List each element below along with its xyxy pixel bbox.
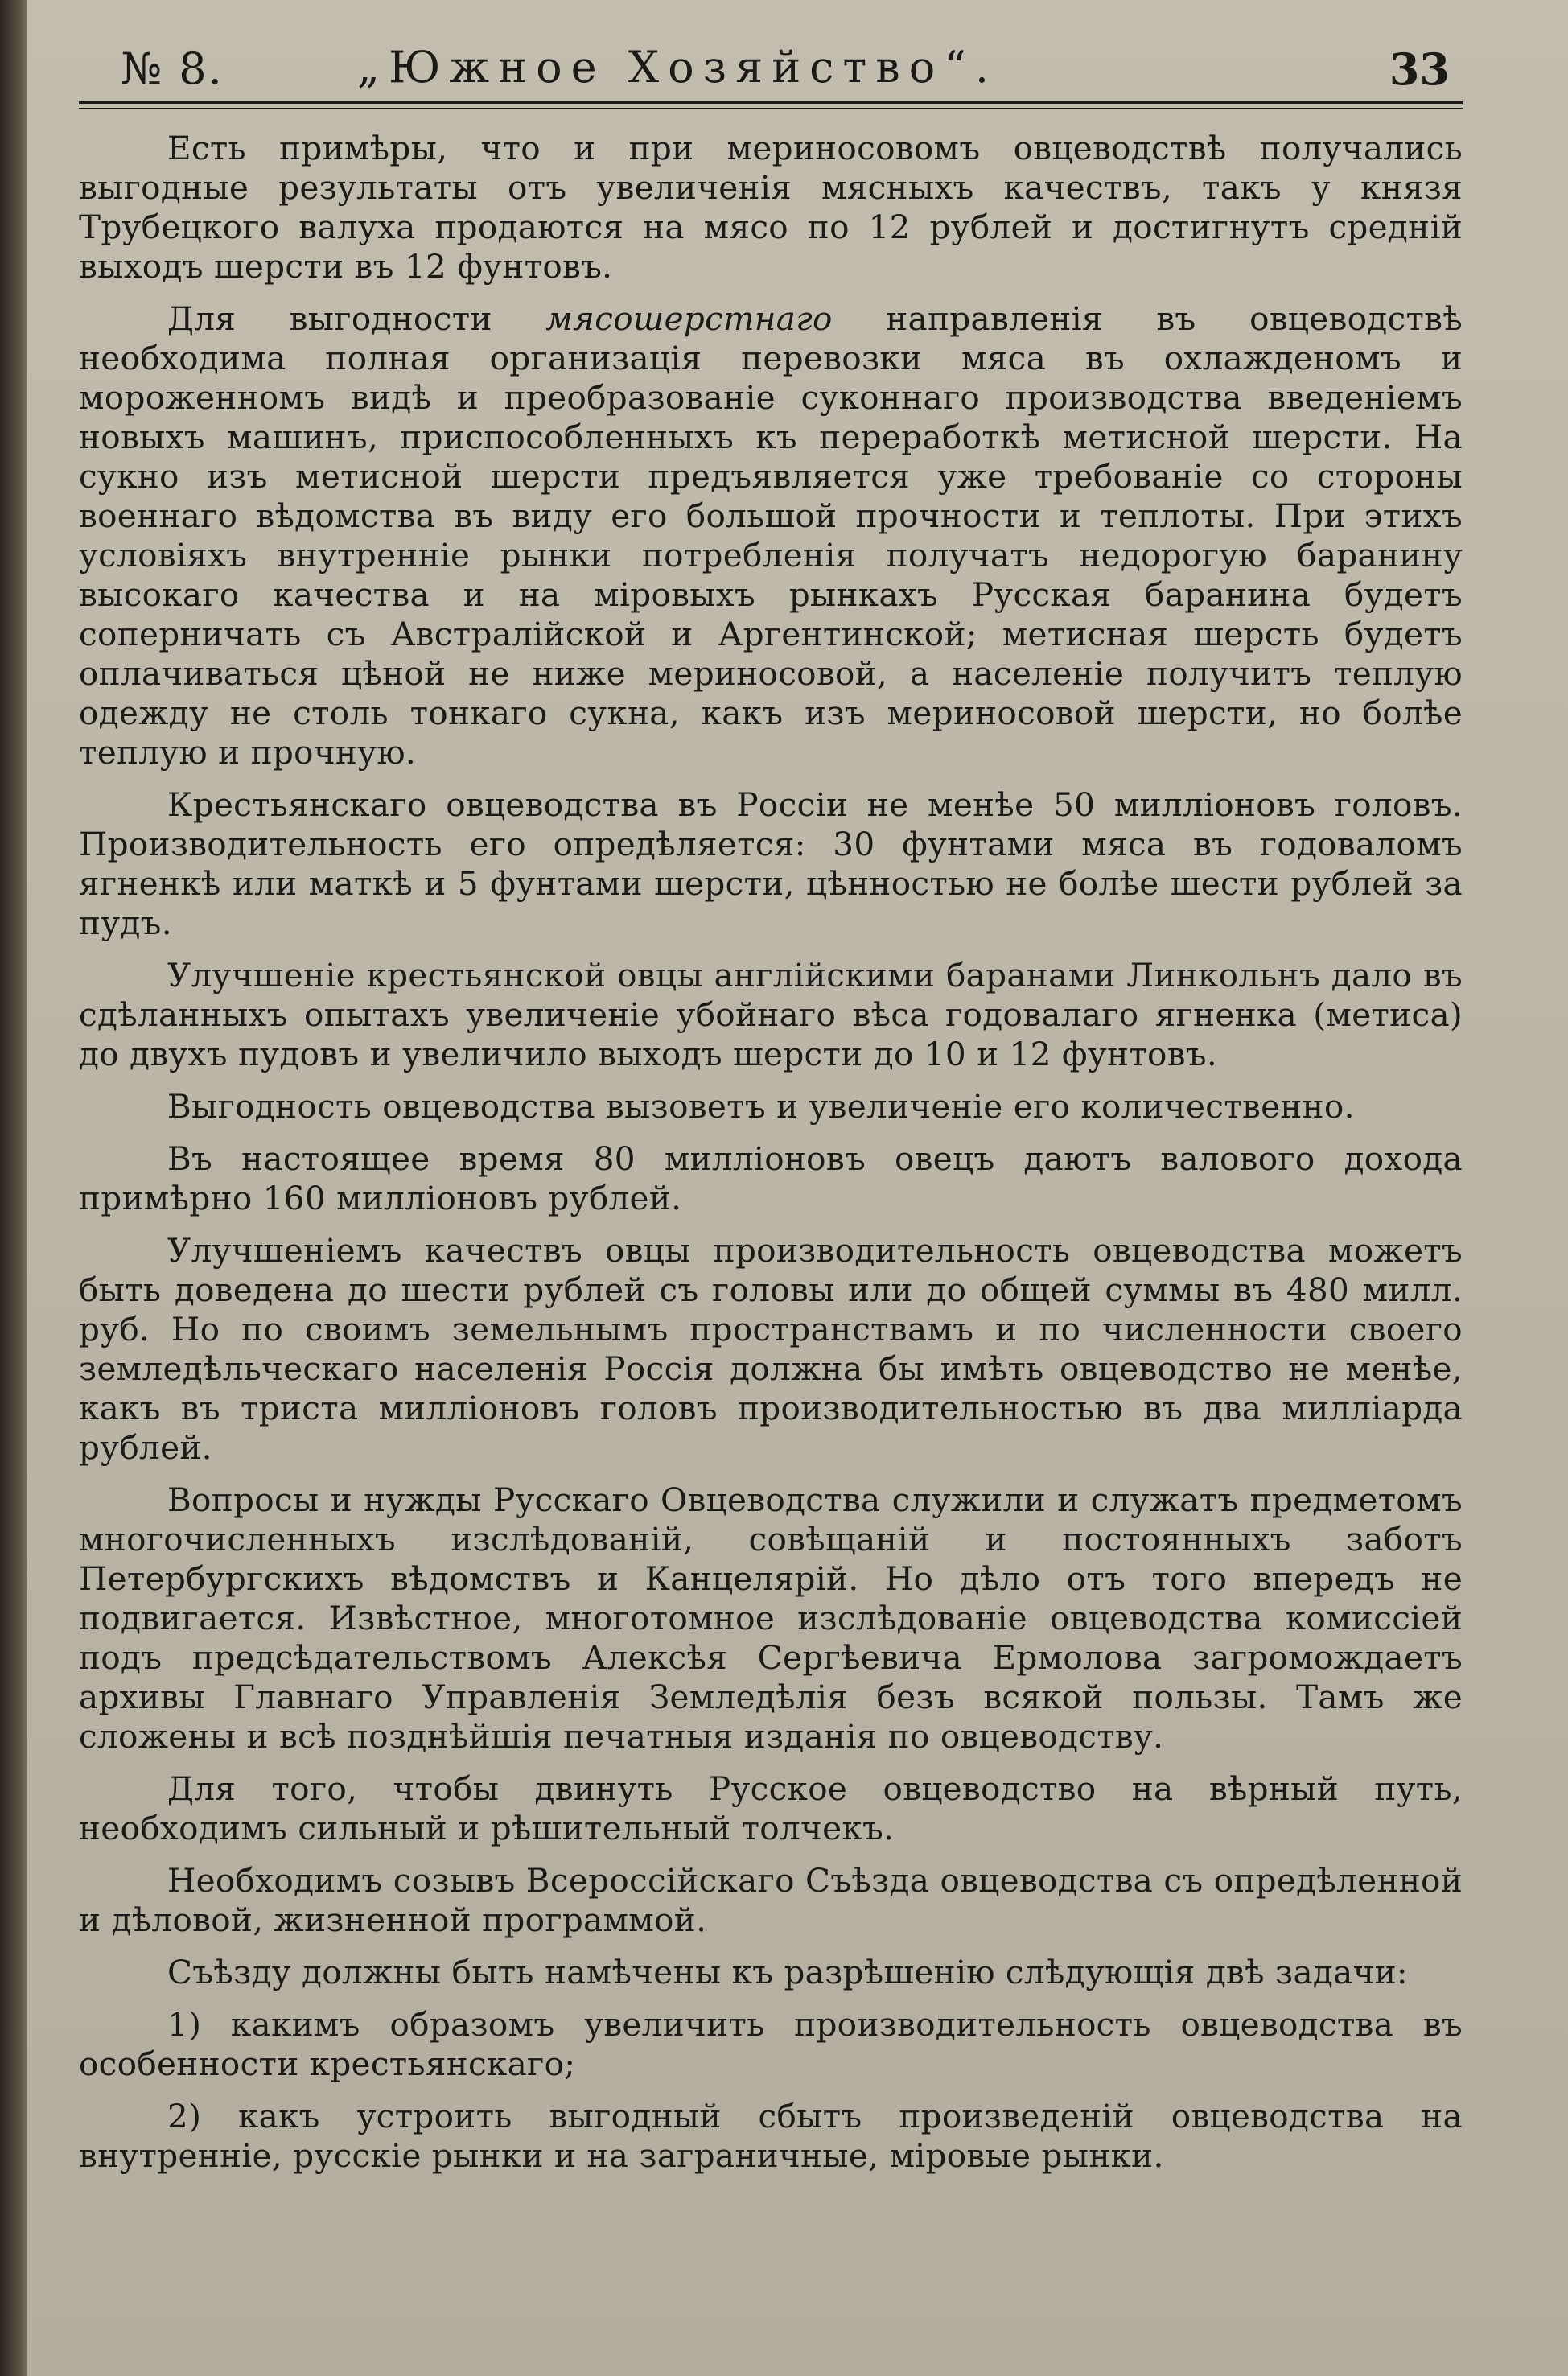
journal-title: „Южное Хозяйство“. <box>357 42 998 93</box>
emphasized-term: мясошерстнаго <box>545 299 833 338</box>
list-item: 1) какимъ образомъ увеличить производительность овцеводства въ особенности крестьянскаго; <box>79 2005 1463 2083</box>
paragraph-text: Для выгодности <box>167 299 546 338</box>
paragraph: Необходимъ созывъ Всероссійскаго Съѣзда овцеводства съ опредѣленной и дѣловой, жизненной программой. <box>79 1861 1463 1939</box>
list-item: 2) какъ устроить выгодный сбытъ произведеній овцеводства на внутренніе, русскіе рынки и на заграничные, міровые рынки. <box>79 2097 1463 2175</box>
article-body <box>79 129 1463 2189</box>
running-header <box>92 39 1459 103</box>
issue-number: № 8. <box>121 43 224 94</box>
header-rule-thick <box>79 101 1463 104</box>
paragraph: Вопросы и нужды Русскаго Овцеводства служили и служатъ предметомъ многочисленныхъ изслѣдованій, совѣщаній и постоянныхъ заботъ Петербургскихъ вѣдомствъ и Канцелярій. Но дѣло отъ того впередъ не подвигается. Извѣстное, многотомное изслѣдованіе овцеводства комиссіей подъ предсѣдательствомъ Алексѣя Сергѣевича Ермолова загромождаетъ архивы Главнаго Управленія Земледѣлія безъ всякой пользы. Тамъ же сложены и всѣ позднѣйшія печатныя изданія по овцеводству. <box>79 1480 1463 1756</box>
header-rule-thin <box>79 108 1463 109</box>
page-number: 33 <box>1389 43 1450 95</box>
paragraph: Для того, чтобы двинуть Русское овцеводство на вѣрный путь, необходимъ сильный и рѣшительный толчекъ. <box>79 1769 1463 1847</box>
paragraph: Улучшеніе крестьянской овцы англійскими баранами Линкольнъ дало въ сдѣланныхъ опытахъ увеличеніе убойнаго вѣса годовалаго ягненка (метиса) до двухъ пудовъ и увеличило выходъ шерсти до 10 и 12 фунтовъ. <box>79 956 1463 1073</box>
paragraph: Въ настоящее время 80 милліоновъ овецъ даютъ валового дохода примѣрно 160 милліоновъ рублей. <box>79 1139 1463 1217</box>
paragraph-text: направленія въ овцеводствѣ необходима полная организація перевозки мяса въ охлажденомъ и мороженномъ видѣ и преобразованіе суконнаго производства введеніемъ новыхъ машинъ, приспособленныхъ къ переработкѣ метисной шерсти. На сукно изъ метисной шерсти предъявляется уже требованіе со стороны военнаго вѣдомства въ виду его большой прочности и теплоты. При этихъ условіяхъ внутренніе рынки потребленія получатъ недорогую баранину высокаго качества и на міровыхъ рынкахъ Русская баранина будетъ соперничать съ Австралійской и Аргентинской; метисная шерсть будетъ оплачиваться цѣной не ниже мериносовой, а населеніе получитъ теплую одежду не столь тонкаго сукна, какъ изъ мериносовой шерсти, но болѣе теплую и прочную. <box>79 299 1463 772</box>
book-page <box>27 0 1568 2376</box>
paragraph <box>79 299 1463 772</box>
paragraph: Съѣзду должны быть намѣчены къ разрѣшенію слѣдующія двѣ задачи: <box>167 1953 1408 1991</box>
paragraph: Крестьянскаго овцеводства въ Россіи не менѣе 50 милліоновъ головъ. Производительность его опредѣляется: 30 фунтами мяса въ годоваломъ ягненкѣ или маткѣ и 5 фунтами шерсти, цѣнностью не болѣе шести рублей за пудъ. <box>79 785 1463 942</box>
paragraph: Есть примѣры, что и при мериносовомъ овцеводствѣ получались выгодные результаты отъ увеличенія мясныхъ качествъ, такъ у князя Трубецкого валуха продаются на мясо по 12 рублей и достигнутъ средній выходъ шерсти въ 12 фунтовъ. <box>79 129 1463 286</box>
paragraph: Выгодность овцеводства вызоветъ и увеличеніе его количественно. <box>167 1087 1355 1126</box>
paragraph: Улучшеніемъ качествъ овцы производительность овцеводства можетъ быть доведена до шести рублей съ головы или до общей суммы въ 480 милл. руб. Но по своимъ земельнымъ пространствамъ и по численности своего земледѣльческаго населенія Россія должна бы имѣть овцеводство не менѣе, какъ въ триста милліоновъ головъ производительностью въ два милліарда рублей. <box>79 1231 1463 1467</box>
